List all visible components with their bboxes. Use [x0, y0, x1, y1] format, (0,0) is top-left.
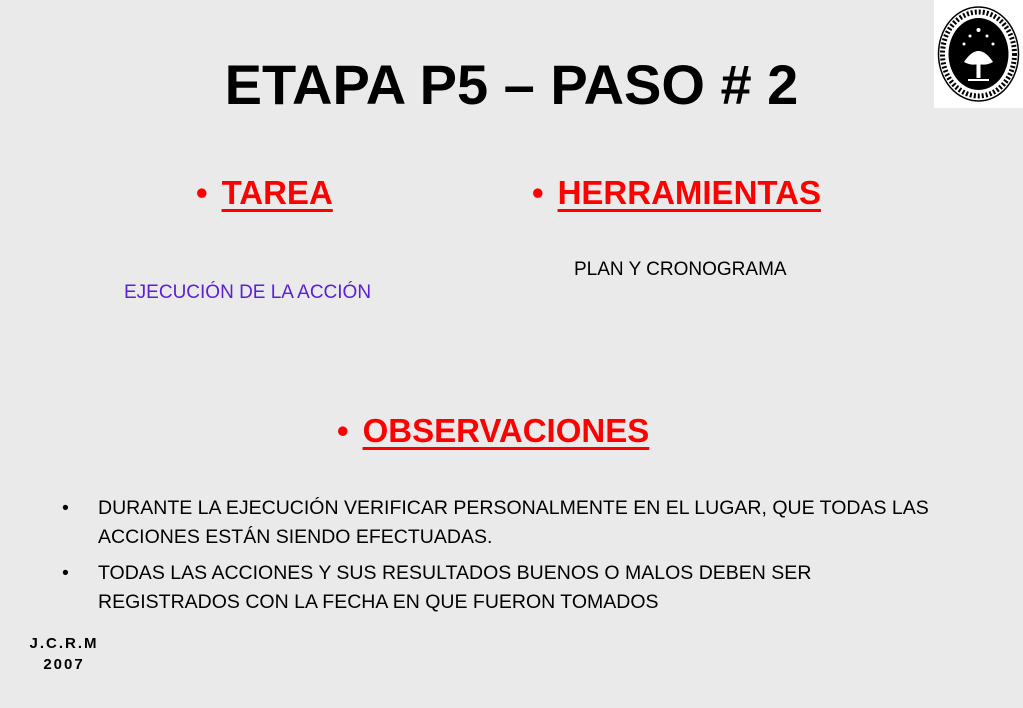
footer-initials: J.C.R.M — [29, 635, 99, 652]
tarea-bullet: • — [196, 174, 208, 211]
observaciones-bullet: • — [337, 412, 349, 449]
tarea-heading — [196, 174, 333, 212]
slide-title: ETAPA P5 – PASO # 2 — [224, 53, 799, 116]
observaciones-heading — [337, 412, 649, 450]
herramientas-heading — [532, 174, 821, 212]
herramientas-bullet: • — [532, 174, 544, 211]
university-seal-icon — [934, 0, 1023, 108]
observaciones-label: OBSERVACIONES — [362, 412, 650, 449]
footer-year: 2007 — [43, 656, 85, 673]
observaciones-list — [62, 494, 942, 624]
tarea-label: TAREA — [221, 174, 333, 211]
herramientas-label: HERRAMIENTAS — [557, 174, 821, 211]
tarea-text: EJECUCIÓN DE LA ACCIÓN — [124, 282, 372, 303]
list-item-text: TODAS LAS ACCIONES Y SUS RESULTADOS BUENOS O MALOS DEBEN SER REGISTRADOS CON LA FECHA EN QUE FUERON TOMADOS — [98, 562, 812, 613]
list-item — [62, 559, 942, 617]
herramientas-text: PLAN Y CRONOGRAMA — [574, 259, 787, 280]
list-item — [62, 494, 942, 552]
list-bullet: • — [62, 497, 69, 519]
footer-credit — [16, 633, 112, 675]
list-bullet: • — [62, 562, 69, 584]
list-item-text: DURANTE LA EJECUCIÓN VERIFICAR PERSONALMENTE EN EL LUGAR, QUE TODAS LAS ACCIONES ESTÁN SIENDO EFECTUADAS. — [98, 497, 929, 548]
